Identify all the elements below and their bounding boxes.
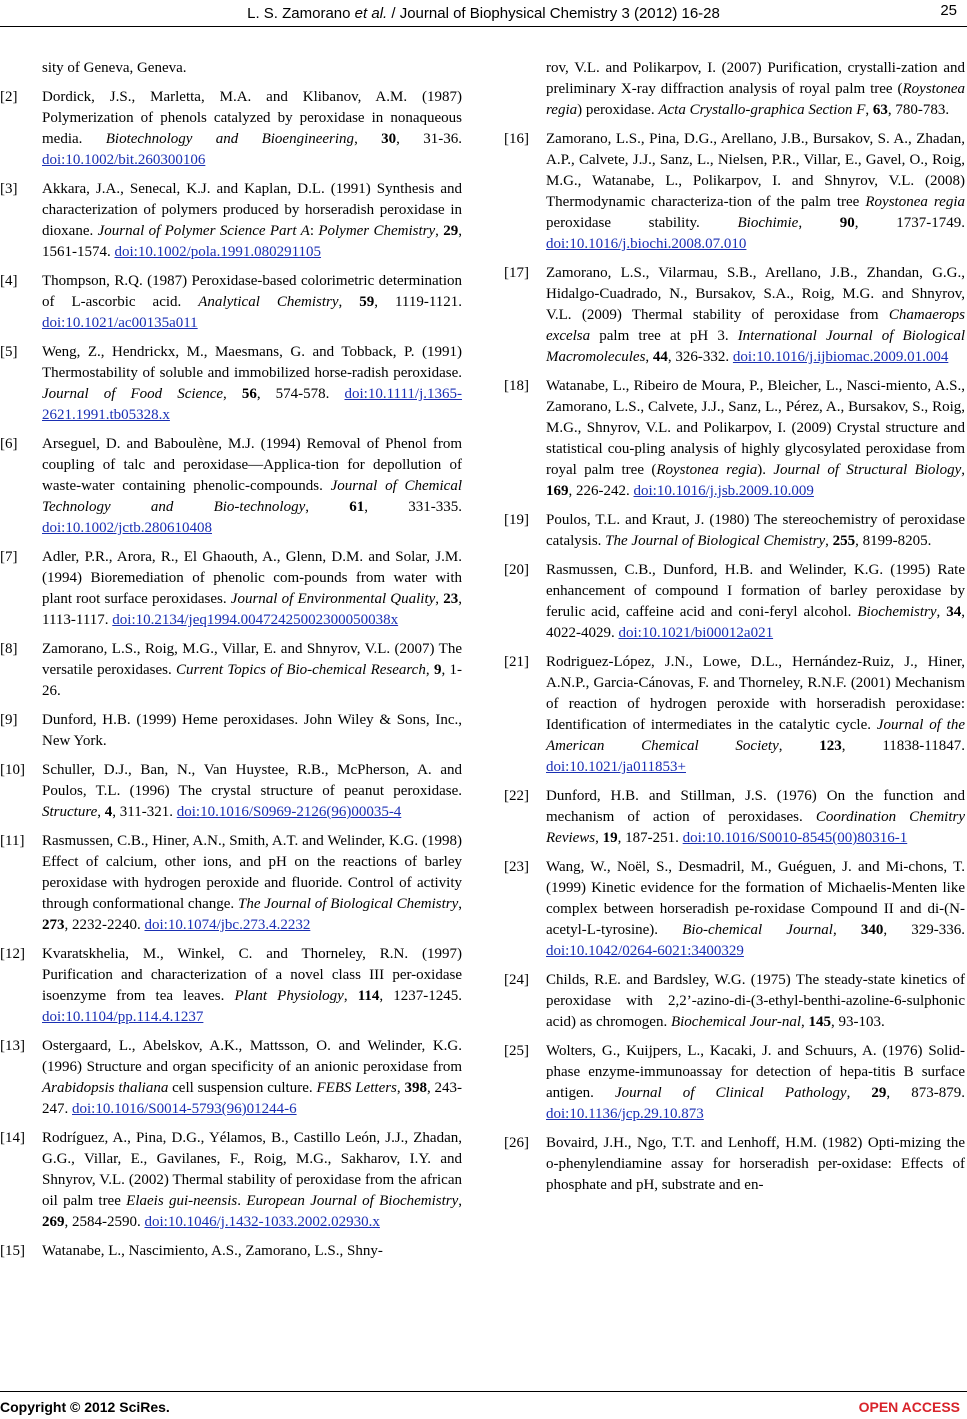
reference-number: [10] <box>0 762 25 778</box>
doi-link[interactable]: doi:10.1074/jbc.273.4.2232 <box>144 917 311 933</box>
reference-authors-title: Zamorano, L.S., Pina, D.G., Arellano, J.B., Bursakov, S. A., Zhadan, A.P., Calvete, J.J., Sanz, L., Nielsen, P.R., Villar, E., Gavel, O., Roig, M.G., Watanabe, L., Polikarpov, I. and Shnyrov, V.L. (2008) Thermodynamic characteriza-tion of the palm tree <box>546 131 965 210</box>
reference-pages: , 4022-4029. <box>546 604 966 641</box>
reference-number: [15] <box>0 1243 25 1259</box>
reference-item <box>504 970 965 1033</box>
reference-item <box>0 710 462 752</box>
doi-link[interactable]: doi:10.1016/S0014-5793(96)01244-6 <box>72 1101 297 1117</box>
running-title: L. S. Zamorano et al. / Journal of Biophysical Chemistry 3 (2012) 16-28 <box>247 5 720 22</box>
reference-journal: Bio-chemical Journal <box>682 922 833 938</box>
reference-authors-title: Adler, P.R., Arora, R., El Ghaouth, A., Glenn, D.M. and Solar, J.M. (1994) Bioremediation of phenolic com-pounds from water with plant root surface peroxidases. <box>42 549 462 607</box>
doi-link[interactable]: doi:10.1021/ja011853+ <box>546 759 686 775</box>
reference-number: [5] <box>0 344 18 360</box>
doi-link[interactable]: doi:10.1002/jctb.280610408 <box>42 520 212 536</box>
reference-authors-title: Poulos, T.L. and Kraut, J. (1980) The stereochemistry of peroxidase catalysis. <box>546 512 965 549</box>
doi-link[interactable]: doi:10.1042/0264-6021:3400329 <box>546 943 744 959</box>
reference-separator: , <box>458 1193 463 1209</box>
reference-pages: , 329-336. <box>883 922 966 938</box>
reference-number: [11] <box>0 833 25 849</box>
reference-continuation: sity of Geneva, Geneva. <box>42 60 187 76</box>
reference-item <box>0 547 462 631</box>
reference-volume: 19 <box>602 830 618 846</box>
reference-journal: International Journal of Biological Macromolecules <box>546 328 965 365</box>
reference-number: [23] <box>504 859 529 875</box>
reference-item <box>0 342 462 426</box>
reference-separator: , <box>354 131 382 147</box>
reference-authors-title: Wolters, G., Kuijpers, L., Kacaki, J. and Schuurs, A. (1976) Solid-phase enzyme-immunoassay for detection of hepa-titis B surface antigen. <box>546 1043 965 1101</box>
reference-authors-title: Zamorano, L.S., Roig, M.G., Villar, E. and Shnyrov, V.L. (2007) The versatile peroxidases. <box>42 641 462 678</box>
reference-separator: , <box>645 349 653 365</box>
reference-volume: 23 <box>443 591 459 607</box>
reference-authors-title: Dunford, H.B. and Stillman, J.S. (1976) On the function and mechanism of action of peroxidases. <box>546 788 965 825</box>
reference-separator: , <box>595 830 603 846</box>
reference-item <box>0 271 462 334</box>
reference-number: [12] <box>0 946 25 962</box>
reference-journal: Journal of Chemical Technology and Bio-technology <box>42 478 462 515</box>
reference-separator: , <box>396 1080 405 1096</box>
reference-authors-title: Rasmussen, C.B., Dunford, H.B. and Welinder, K.G. (1995) Rate enhancement of compound I formation of barley peroxidase by ferulic acid, caffeine acid and coni-feryl alcohol. <box>546 562 965 620</box>
reference-item <box>504 857 965 962</box>
reference-pages: , 1561-1574. <box>42 223 462 260</box>
reference-pages: , 2584-2590. <box>64 1214 145 1230</box>
reference-number: [21] <box>504 654 529 670</box>
doi-link[interactable]: doi:10.2134/jeq1994.00472425002300050038x <box>112 612 399 628</box>
right-column <box>504 58 965 1204</box>
reference-separator: , <box>343 988 358 1004</box>
reference-pages: , 1119-1121. <box>374 294 463 310</box>
reference-separator: cell suspension culture. <box>168 1080 317 1096</box>
reference-pages: , 226-242. <box>568 483 634 499</box>
reference-authors-title: Rodríguez, A., Pina, D.G., Yélamos, B., Castillo León, J.J., Zhadan, G.G., Villar, E., Gavilanes, F., Roig, M.G., Sakharov, I.Y. and Shnyrov, V.L. (2002) Thermal stability of peroxidase from the african oil palm tree <box>42 1130 462 1209</box>
reference-pages: , 8199-8205. <box>855 533 932 549</box>
reference-authors-title: Arseguel, D. and Baboulène, M.J. (1994) Removal of Phenol from coupling of talc and peroxidase—Applica-tion for depollution of waste-water containing phenolic-compounds. <box>42 436 462 494</box>
reference-volume: 340 <box>860 922 884 938</box>
reference-volume: 123 <box>819 738 842 754</box>
reference-number: [4] <box>0 273 18 289</box>
doi-link[interactable]: doi:10.1002/pola.1991.080291105 <box>114 244 322 260</box>
reference-authors-title: Wang, W., Noël, S., Desmadril, M., Guéguen, J. and Mi-chons, T. (1999) Kinetic evidence for the formation of Michaelis-Menten like complex between horseradish pe-roxidase Compound II and di-(N-acetyl-L-tyrosine). <box>546 859 965 938</box>
reference-authors-title: Bovaird, J.H., Ngo, T.T. and Lenhoff, H.M. (1982) Opti-mizing the o-phenylendiamine assay for horseradish per-oxidase: Effects of phosphate and pH, substrate and en- <box>546 1135 965 1193</box>
reference-item <box>0 179 462 263</box>
reference-item <box>0 760 462 823</box>
reference-volume: 29 <box>443 223 459 239</box>
reference-number: [24] <box>504 972 529 988</box>
reference-item <box>504 1133 965 1196</box>
reference-volume: 59 <box>359 294 375 310</box>
reference-separator: , <box>825 533 833 549</box>
reference-journal: Current Topics of Bio-chemical Research <box>176 662 426 678</box>
reference-item <box>0 87 462 171</box>
doi-link[interactable]: doi:10.1021/ac00135a011 <box>42 315 198 331</box>
reference-pages: , 1-26. <box>42 662 463 699</box>
reference-separator: , <box>435 591 444 607</box>
doi-link[interactable]: doi:10.1002/bit.260300106 <box>42 152 206 168</box>
reference-separator: , <box>97 804 105 820</box>
doi-link[interactable]: doi:10.1111/j.1365-2621.1991.tb05328.x <box>42 386 463 423</box>
doi-link[interactable]: doi:10.1016/S0010-8545(00)80316-1 <box>682 830 908 846</box>
reference-separator: . <box>237 1193 247 1209</box>
reference-volume: 90 <box>839 215 855 231</box>
reference-authors-title: Watanabe, L., Nascimiento, A.S., Zamorano, L.S., Shny- <box>42 1243 383 1259</box>
reference-item <box>504 510 965 552</box>
reference-item <box>0 639 462 702</box>
reference-authors-title: Childs, R.E. and Bardsley, W.G. (1975) The steady-state kinetics of peroxidase with 2,2’-azino-di-(3-ethyl-benthi-azoline-6-sulphonic acid) as chromogen. <box>546 972 965 1030</box>
doi-link[interactable]: doi:10.1104/pp.114.4.1237 <box>42 1009 204 1025</box>
page-footer <box>0 1395 967 1417</box>
reference-separator: , <box>305 499 350 515</box>
header-rule <box>0 26 967 27</box>
reference-item <box>504 1041 965 1125</box>
reference-separator: palm tree at pH 3. <box>590 328 738 344</box>
reference-separator: , <box>338 294 360 310</box>
reference-journal: Coordination Chemitry Reviews <box>546 809 966 846</box>
reference-journal: Biochemistry <box>857 604 937 620</box>
reference-item <box>0 1128 462 1233</box>
reference-item <box>504 129 965 255</box>
reference-separator: , <box>223 386 242 402</box>
reference-pages: , 1737-1749. <box>854 215 965 231</box>
reference-journal: FEBS Letters <box>316 1080 397 1096</box>
reference-separator: , <box>801 1014 809 1030</box>
reference-number: [26] <box>504 1135 529 1151</box>
reference-number: [6] <box>0 436 18 452</box>
reference-number: [9] <box>0 712 18 728</box>
reference-journal: Analytical Chemistry <box>198 294 339 310</box>
reference-number: [18] <box>504 378 529 394</box>
reference-volume: 29 <box>871 1085 887 1101</box>
reference-authors-title: Dunford, H.B. (1999) Heme peroxidases. John Wiley & Sons, Inc., New York. <box>42 712 462 749</box>
footer-rule <box>0 1391 967 1392</box>
reference-pages: , 1237-1245. <box>379 988 463 1004</box>
reference-separator: peroxidase stability. <box>546 215 738 231</box>
reference-number: [17] <box>504 265 529 281</box>
reference-separator: , <box>961 462 965 478</box>
reference-item <box>0 944 462 1028</box>
reference-separator: , <box>846 1085 872 1101</box>
reference-authors-title: Schuller, D.J., Ban, N., Van Huystee, R.B., McPherson, A. and Poulos, T.L. (1996) The crystal structure of peanut peroxidase. <box>42 762 462 799</box>
reference-authors-title: Ostergaard, L., Abelskov, A.K., Mattsson, O. and Welinder, K.G. (1996) Structure and organ specificity of an anionic peroxidase from <box>42 1038 462 1075</box>
reference-item <box>504 560 965 644</box>
reference-authors-title: Thompson, R.Q. (1987) Peroxidase-based colorimetric determination of L-ascorbic acid. <box>42 273 462 310</box>
reference-number: [3] <box>0 181 18 197</box>
reference-journal: European Journal of Biochemistry <box>246 1193 459 1209</box>
copyright-notice: Copyright © 2012 SciRes. <box>0 1399 170 1415</box>
reference-volume: 255 <box>832 533 856 549</box>
reference-pages: , 1113-1117. <box>42 591 462 628</box>
reference-item <box>504 652 965 778</box>
reference-separator: , <box>936 604 947 620</box>
doi-link[interactable]: doi:10.1136/jcp.29.10.873 <box>546 1106 704 1122</box>
reference-separator: : <box>309 223 319 239</box>
reference-journal: Chamaerops excelsa <box>546 307 965 344</box>
reference-pages: , 93-103. <box>831 1014 885 1030</box>
reference-pages: , 311-321. <box>112 804 177 820</box>
reference-item <box>0 831 462 936</box>
reference-authors-title: Watanabe, L., Ribeiro de Moura, P., Bleicher, L., Nasci-miento, A.S., Zamorano, L.S., Calvete, J.J., Sanz, L., Pérez, A., Bursakov, S., Roig, M.G., Shnyrov, V.L. and Polikarpov, I. (2009) Crystal structure and statistical cou-pling analysis of highly glycosylated peroxidase from royal palm tree ( <box>546 378 965 478</box>
reference-volume: 114 <box>357 988 380 1004</box>
reference-journal: Journal of Environmental Quality <box>230 591 436 607</box>
reference-journal: Journal of Clinical Pathology <box>615 1085 847 1101</box>
open-access-label: OPEN ACCESS <box>858 1399 960 1415</box>
reference-journal: Roystonea regia <box>865 194 965 210</box>
reference-journal: Journal of the American Chemical Society <box>546 717 966 754</box>
reference-item <box>0 1241 462 1262</box>
reference-pages: , 574-578. <box>256 386 345 402</box>
reference-item <box>0 1036 462 1120</box>
reference-pages: , 326-332. <box>667 349 733 365</box>
reference-volume: 34 <box>946 604 962 620</box>
doi-link[interactable]: doi:10.1046/j.1432-1033.2002.02930.x <box>144 1214 380 1230</box>
reference-pages: , 873-879. <box>886 1085 966 1101</box>
reference-separator: , <box>832 922 861 938</box>
left-column <box>0 58 462 1270</box>
reference-pages: , 243-247. <box>42 1080 463 1117</box>
reference-volume: 169 <box>546 483 569 499</box>
reference-number: [14] <box>0 1130 25 1146</box>
reference-item <box>504 786 965 849</box>
reference-journal: Journal of Food Science <box>42 386 224 402</box>
doi-link[interactable]: doi:10.1021/bi00012a021 <box>618 625 774 641</box>
reference-volume: 4 <box>104 804 113 820</box>
reference-volume: 269 <box>42 1214 65 1230</box>
reference-journal: Roystonea regia <box>656 462 758 478</box>
reference-number: [8] <box>0 641 18 657</box>
reference-journal: Plant Physiology <box>234 988 344 1004</box>
reference-volume: 273 <box>42 917 65 933</box>
reference-item <box>504 263 965 368</box>
reference-journal: Journal of Polymer Science Part A <box>97 223 310 239</box>
reference-journal: The Journal of Biological Chemistry <box>237 896 459 912</box>
reference-volume: 30 <box>381 131 397 147</box>
reference-authors-title: Dordick, J.S., Marletta, M.A. and Klibanov, A.M. (1987) Polymerization of phenols catalyzed by peroxidase in nonaqueous media. <box>42 89 462 147</box>
reference-pages: , 187-251. <box>617 830 683 846</box>
reference-volume: 398 <box>404 1080 427 1096</box>
doi-link[interactable]: doi:10.1016/j.ijbiomac.2009.01.004 <box>732 349 949 365</box>
reference-journal: Biochimie <box>737 215 799 231</box>
reference-journal: Journal of Structural Biology <box>773 462 962 478</box>
reference-volume: 44 <box>652 349 668 365</box>
reference-authors-title: Rasmussen, C.B., Hiner, A.N., Smith, A.T. and Welinder, K.G. (1998) Effect of calcium, other ions, and pH on the reactions of barley peroxidase with hydrogen peroxide and fluoride. Control of activity through conformational change. <box>42 833 462 912</box>
reference-number: [7] <box>0 549 18 565</box>
reference-number: [13] <box>0 1038 25 1054</box>
reference-pages: , 2232-2240. <box>64 917 145 933</box>
reference-pages: , 11838-11847. <box>841 738 965 754</box>
reference-number: [16] <box>504 131 529 147</box>
reference-continuation: rov, V.L. and Polikarpov, I. (2007) Purification, crystalli-zation and preliminary X-ray diffraction analysis of royal palm tree (Roystonea regia) peroxidase. Acta Crystallo-graphica Section F, 63, 780-783. <box>546 60 965 118</box>
reference-authors-title: Weng, Z., Hendrickx, M., Maesmans, G. and Tobback, P. (1991) Thermostability of soluble and immobilized horse-radish peroxidase. <box>42 344 462 381</box>
page-number: 25 <box>940 2 957 19</box>
reference-journal: Structure <box>42 804 98 820</box>
reference-authors-title: Kvaratskhelia, M., Winkel, C. and Thorneley, R.N. (1997) Purification and characterization of a novel class III per-oxidase isoenzyme from tea leaves. <box>42 946 462 1004</box>
doi-link[interactable]: doi:10.1016/j.biochi.2008.07.010 <box>546 236 747 252</box>
reference-journal: The Journal of Biological Chemistry <box>605 533 826 549</box>
reference-journal: Polymer Chemistry <box>318 223 436 239</box>
reference-volume: 56 <box>241 386 257 402</box>
reference-separator: , <box>778 738 820 754</box>
reference-authors-title: Rodriguez-López, J.N., Lowe, D.L., Hernández-Ruiz, J., Hiner, A.N.P., Garcia-Cánovas, F. and Thorneley, R.N.F. (2001) Mechanism of reaction of hydrogen peroxide with horseradish peroxidase: Identification of intermediates in the catalytic cycle. <box>546 654 965 733</box>
reference-number: [2] <box>0 89 18 105</box>
doi-link[interactable]: doi:10.1016/j.jsb.2009.10.009 <box>633 483 814 499</box>
reference-number: [25] <box>504 1043 529 1059</box>
reference-separator: , <box>435 223 444 239</box>
reference-journal: Arabidopsis thaliana <box>42 1080 169 1096</box>
reference-volume: 9 <box>433 662 442 678</box>
doi-link[interactable]: doi:10.1016/S0969-2126(96)00035-4 <box>176 804 402 820</box>
reference-separator: , <box>798 215 840 231</box>
reference-separator: ). <box>757 462 774 478</box>
reference-pages: , 31-36. <box>396 131 462 147</box>
reference-authors-title: Zamorano, L.S., Vilarmau, S.B., Arellano, J.B., Zhandan, G.G., Hidalgo-Cuadrado, N., Bursakov, S.A., Roig, M.G. and Shnyrov, V.L. (2009) Thermal stability of peroxidase from <box>546 265 965 323</box>
reference-separator: , <box>458 896 462 912</box>
reference-item <box>504 376 965 502</box>
reference-authors-title: Akkara, J.A., Senecal, K.J. and Kaplan, D.L. (1991) Synthesis and characterization of polymers produced by horseradish peroxidase in dioxane. <box>42 181 462 239</box>
reference-journal: Elaeis gui-neensis <box>126 1193 238 1209</box>
reference-volume: 145 <box>808 1014 832 1030</box>
running-header <box>0 2 967 26</box>
reference-journal: Biochemical Jour-nal <box>670 1014 802 1030</box>
reference-number: [22] <box>504 788 529 804</box>
reference-item <box>0 434 462 539</box>
reference-separator: , <box>425 662 434 678</box>
reference-number: [20] <box>504 562 529 578</box>
reference-journal: Biotechnology and Bioengineering <box>105 131 355 147</box>
reference-pages: , 331-335. <box>364 499 462 515</box>
reference-number: [19] <box>504 512 529 528</box>
reference-volume: 61 <box>349 499 365 515</box>
